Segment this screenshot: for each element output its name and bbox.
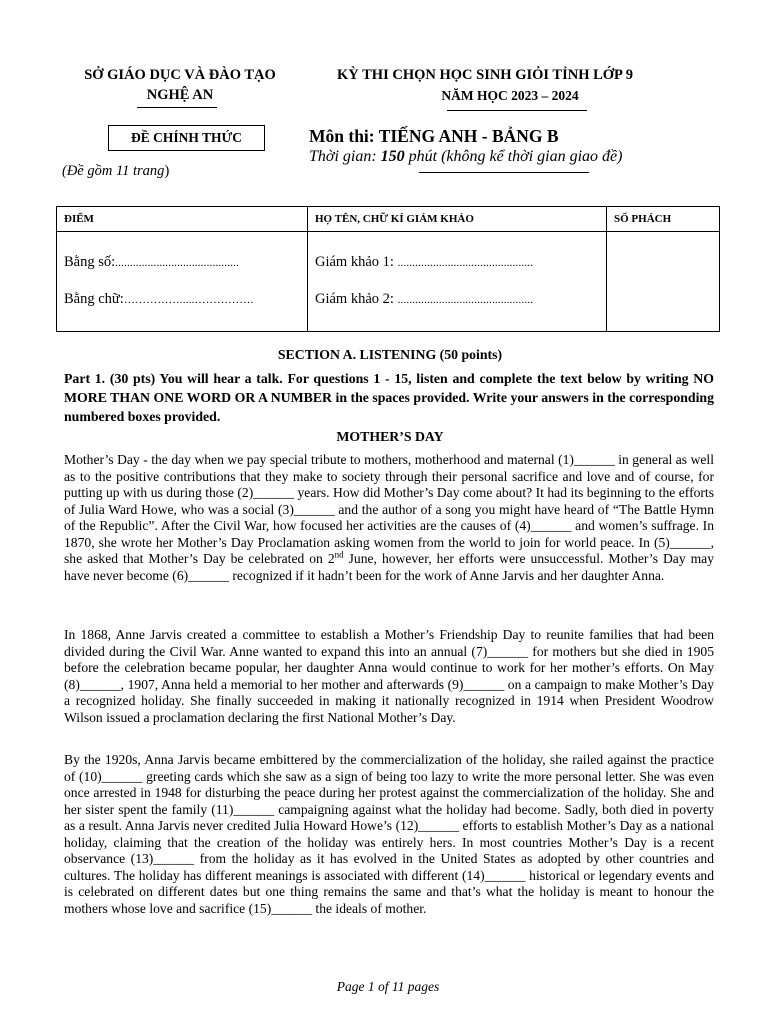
subject-value: TIẾNG ANH - BẢNG B xyxy=(378,126,559,146)
paragraph-1-superscript: nd xyxy=(334,549,344,560)
school-year: NĂM HỌC 2023 – 2024 xyxy=(441,88,579,103)
score-in-numbers xyxy=(57,254,307,271)
part1-instructions: Part 1. (30 pts) You will hear a talk. For questions 1 - 15, listen and complete the text below by writing NO MORE THAN ONE WORD OR A NUMBER in the spaces provided. Write your answers in the corresponding numbered boxes provided. xyxy=(64,371,714,424)
department-name: SỞ GIÁO DỤC VÀ ĐÀO TẠO xyxy=(84,67,276,83)
province-underline xyxy=(137,107,217,108)
score-in-words-label: Bằng chữ: xyxy=(64,291,124,307)
text-title: MOTHER’S DAY xyxy=(336,429,444,444)
examiner-column-header: HỌ TÊN, CHỮ KÍ GIÁM KHẢO xyxy=(308,207,607,232)
examiner-cell[interactable] xyxy=(308,232,607,332)
time-underline xyxy=(419,172,589,173)
exam-title: KỲ THI CHỌN HỌC SINH GIỎI TỈNH LỚP 9 xyxy=(337,67,633,83)
score-in-numbers-label: Bằng số: xyxy=(64,254,116,270)
score-cell[interactable] xyxy=(57,232,308,332)
page-count-note xyxy=(62,163,169,180)
examiner-2-label: Giám khảo 2: xyxy=(315,291,394,307)
time-line xyxy=(309,148,622,166)
section-title: SECTION A. LISTENING (50 points) xyxy=(277,347,503,362)
time-value: 150 xyxy=(380,148,405,165)
paragraph-2: In 1868, Anne Jarvis created a committee to establish a Mother’s Friendship Day to reunite families that had been divided during the Civil War. Anne wanted to expand this into an annual (7)______ for mothers but she died in 1905 before the celebration became popular, her daughter Anna would continue to work for her mother’s efforts. On May (8)______, 1907, Anna held a memorial to her mother and afterwards (9)______ on a campaign to make Mother’s Day a recognized holiday. She finally succeeded in making it nationally recognized in 1914 when President Woodrow Wilson issued a proclamation declaring the first National Mother’s Day. xyxy=(64,627,714,725)
paragraph-1 xyxy=(64,452,714,584)
examiner-2-dots: .............................................. xyxy=(397,294,534,306)
score-table xyxy=(56,206,720,332)
paragraph-3: By the 1920s, Anna Jarvis became embittered by the commercialization of the holiday, she railed against the practice of (10)______ greeting cards which she saw as a sign of being too lazy to write the more personal letter. She was even once arrested in 1948 for disturbing the peace during her protest against the commercialization of the holiday. She and her sister spent the family (11)______ campaigning against what the holiday had become. Sadly, both died in poverty as a result. Anna Jarvis never credited Julia Howard Howe’s (12)______ efforts to establish Mother’s Day as a national holiday, claiming that the creation of the holiday was entirely hers. In most countries Mother’s Day is a recent observance (13)______ from the holiday as it has evolved in the United States as adopted by other countries and cultures. The holiday has different meanings is associated with different (14)______ historical or legendary events and is celebrated on different dates but one thing remains the same and that’s what the holiday is meant to honour the mothers whose love and sacrifice (15)______ the ideals of mother. xyxy=(64,752,714,916)
examiner-2 xyxy=(308,291,606,308)
score-in-words-dots: …………….....……………. xyxy=(123,294,254,306)
page-footer: Page 1 of 11 pages xyxy=(336,979,440,994)
examiner-1-label: Giám khảo 1: xyxy=(315,254,394,270)
page-count-text: (Đề gồm 11 trang xyxy=(62,163,165,179)
page-count-close: ) xyxy=(164,163,170,179)
subject-label: Môn thi: xyxy=(309,126,375,146)
examiner-1 xyxy=(308,254,606,271)
examiner-1-dots: .............................................. xyxy=(397,257,534,269)
score-in-words xyxy=(57,291,307,308)
code-column-header: SỐ PHÁCH xyxy=(607,207,720,232)
code-cell[interactable] xyxy=(607,232,720,332)
province-name: NGHỆ AN xyxy=(146,87,214,103)
school-year-underline xyxy=(447,110,587,111)
time-label: Thời gian: xyxy=(309,148,377,165)
subject-line xyxy=(309,126,559,147)
score-column-header: ĐIỂM xyxy=(57,207,308,232)
score-in-numbers-dots: .......................................... xyxy=(115,257,240,269)
paragraph-1-text-a: Mother’s Day - the day when we pay special tribute to mothers, motherhood and maternal (1)______ in general as well as to the positive contributions that they make to society through their personal sacrifice and love and of course, for putting up with us during those (2)______ years. How did Mother’s Day come about? It had its beginning to the efforts of Julia Ward Howe, who was a social (3)______ and the author of a song you might have heard of “The Battle Hymn of the Republic”. After the Civil War, how focused her activities are the causes of (4)______ and women’s suffrage. In 1870, she wrote her Mother’s Day Proclamation asking women from the world to join for world peace. In (5)______, she asked that Mother’s Day be celebrated on 2 xyxy=(64,452,714,566)
paragraph-1-text-b: June, however, her efforts were unsuccessful. Mother’s Day may have never become (6)______ recognized if it hadn’t been for the work of Anne Jarvis and her daughter Anna. xyxy=(64,551,715,583)
time-suffix: phút (không kể thời gian giao đề) xyxy=(408,148,623,165)
official-exam-label: ĐỀ CHÍNH THỨC xyxy=(108,125,265,151)
